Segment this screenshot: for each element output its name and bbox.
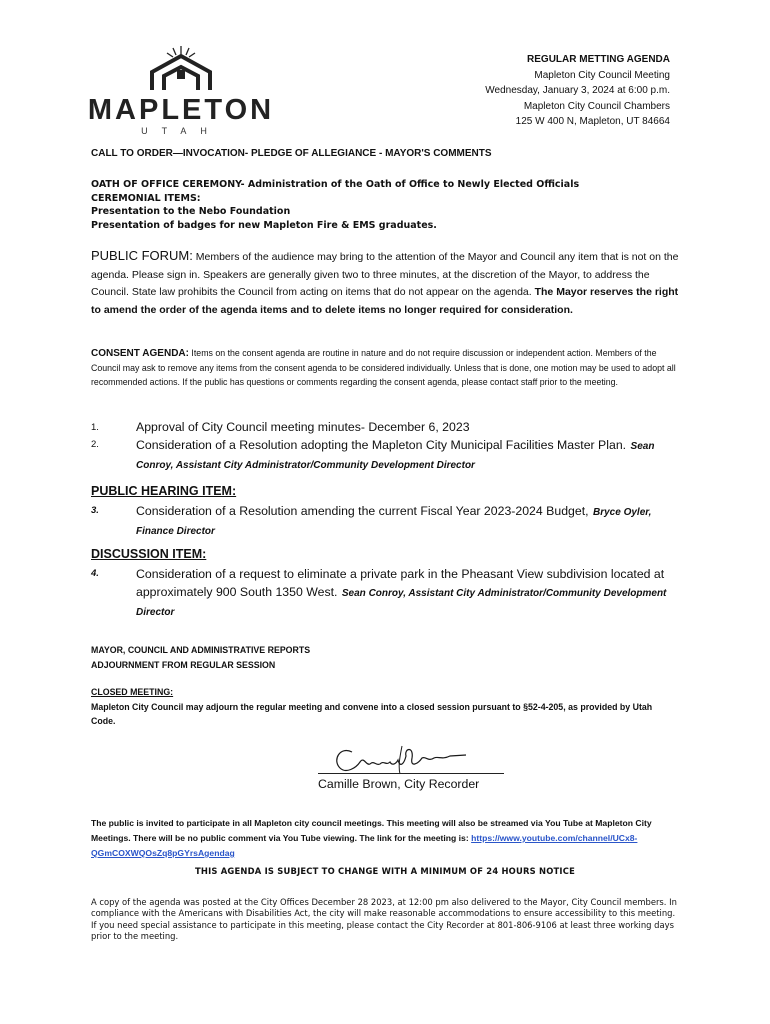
- recorder-name: Camille Brown, City Recorder: [318, 777, 480, 791]
- reports-block: [91, 643, 310, 672]
- consent-text: Items on the consent agenda are routine in nature and do not require discussion or independent action. Members of the Council may ask to remove any items from the consent agenda to be considered individually. Unless that is done, one motion may be used to adopt all recommended actions. If the public has questions or comments regarding the consent agenda, please contact staff prior to the meeting.: [91, 348, 676, 387]
- agenda-title: REGULAR METTING AGENDA: [527, 54, 670, 65]
- posting-notice: A copy of the agenda was posted at the City Offices December 28 2023, at 12:00 pm also delivered to the Mayor, City Council members. In compliance with the Americans with Disabilities Act, the city will make reasonable accommodations to ensure accessibility to this meeting. If you need special assistance to participate in this meeting, please contact the City Recorder at 801-806-9106 at least three working days prior to the meeting.: [91, 897, 677, 941]
- public-forum-heading: PUBLIC FORUM:: [91, 248, 193, 263]
- item-presenter: Bryce Oyler, Finance Director: [136, 507, 652, 537]
- header-line: Wednesday, January 3, 2024 at 6:00 p.m.: [485, 85, 670, 96]
- item-number: 3.: [91, 505, 99, 516]
- signature-line: [318, 773, 504, 774]
- meeting-header: [485, 52, 670, 130]
- ceremonial-item: Presentation to the Nebo Foundation: [91, 206, 291, 217]
- public-hearing-heading: PUBLIC HEARING ITEM:: [91, 484, 237, 498]
- oath-line: OATH OF OFFICE CEREMONY- Administration of the Oath of Office to Newly Elected Officials: [91, 179, 580, 190]
- item-number: 1.: [91, 422, 99, 433]
- item-presenter: Sean Conroy, Assistant City Administrator/Community Development Director: [136, 588, 667, 618]
- adjournment-line: ADJOURNMENT FROM REGULAR SESSION: [91, 659, 276, 670]
- item-presenter: Sean Conroy, Assistant City Administrator/Community Development Director: [136, 441, 655, 471]
- public-forum: [91, 247, 681, 319]
- item-text: Approval of City Council meeting minutes- December 6, 2023: [136, 420, 470, 434]
- public-hearing-item: [91, 502, 681, 540]
- item-text: Consideration of a Resolution amending the current Fiscal Year 2023-2024 Budget,: [136, 504, 589, 518]
- discussion-item: [91, 565, 681, 621]
- header-line: Mapleton City Council Chambers: [523, 100, 670, 112]
- consent-agenda: [91, 346, 681, 389]
- logo-wordmark: MAPLETON: [87, 94, 275, 126]
- closed-meeting-heading: CLOSED MEETING:: [91, 687, 174, 697]
- call-to-order: CALL TO ORDER—INVOCATION- PLEDGE OF ALLEGIANCE - MAYOR'S COMMENTS: [91, 148, 492, 159]
- consent-item: [91, 436, 681, 474]
- ceremonial-block: [91, 178, 579, 232]
- header-line: Mapleton City Council Meeting: [534, 69, 670, 81]
- closed-meeting-text: Mapleton City Council may adjourn the regular meeting and convene into a closed session pursuant to §52-4-205, as provided by Utah Code.: [91, 701, 653, 726]
- youtube-link[interactable]: https://www.youtube.com/channel/UCx8-QGmCOXWQOsZq8pGYrsAgendag: [91, 833, 638, 858]
- item-number: 2.: [91, 439, 99, 450]
- public-notice: [91, 816, 681, 861]
- mapleton-logo: [86, 44, 276, 144]
- discussion-heading: DISCUSSION ITEM:: [91, 547, 207, 561]
- item-text: Consideration of a request to eliminate a private park in the Pheasant View subdivision located at approximately 900 South 1350 West.: [136, 567, 665, 599]
- public-notice-text: The public is invited to participate in all Mapleton city council meetings. This meeting will also be streamed via You Tube at Mapleton City Meetings. There will be no public comment via You Tube viewing. The link for the meeting is:: [91, 818, 652, 843]
- consent-item: [91, 419, 681, 436]
- ceremonial-item: Presentation of badges for new Mapleton Fire & EMS graduates.: [91, 219, 437, 231]
- public-forum-text: Members of the audience may bring to the attention of the Mayor and Council any item that is not on the agenda. Please sign in. Speakers are generally given two to three minutes, at the discretion of the Mayor, to address the Council. State law prohibits the Council from acting on items that do not appear on the agenda.: [91, 251, 679, 298]
- reports-line: MAYOR, COUNCIL AND ADMINISTRATIVE REPORTS: [91, 645, 311, 655]
- item-text: Consideration of a Resolution adopting the Mapleton City Municipal Facilities Master Plan.: [136, 438, 627, 452]
- logo-subtitle: UTAH: [141, 126, 221, 136]
- closed-meeting: [91, 685, 671, 729]
- public-forum-bold: The Mayor reserves the right to amend the order of the agenda items and to delete items no longer required for consideration.: [91, 286, 679, 316]
- ceremonial-heading: CEREMONIAL ITEMS:: [91, 192, 201, 204]
- item-number: 4.: [91, 568, 99, 579]
- subject-to-change: THIS AGENDA IS SUBJECT TO CHANGE WITH A MINIMUM OF 24 HOURS NOTICE: [194, 866, 576, 876]
- house-sun-icon: [140, 44, 222, 92]
- consent-heading: CONSENT AGENDA:: [91, 348, 189, 359]
- header-line: 125 W 400 N, Mapleton, UT 84664: [515, 116, 670, 127]
